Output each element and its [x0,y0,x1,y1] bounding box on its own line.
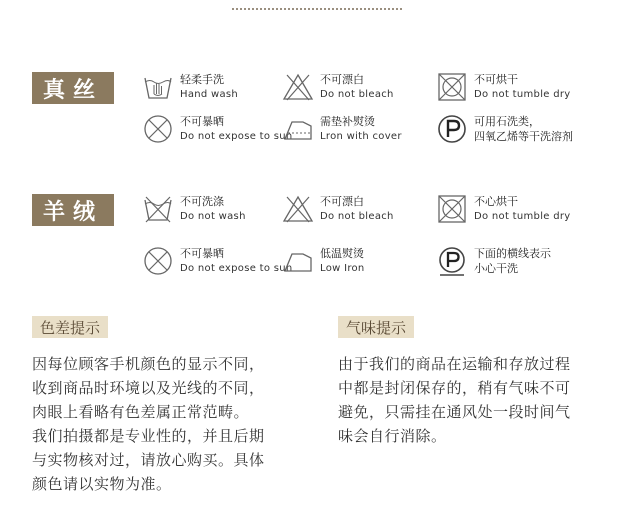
care-label-zh: 不可漂白 [320,73,364,86]
care-label-zh: 不可暴晒 [180,247,224,260]
care-label-zh: 不可漂白 [320,195,364,208]
care-label-en: Do not expose to sun [180,131,293,142]
care-label-en: Low Iron [320,263,365,274]
care-label-en: Hand wash [180,89,239,100]
care-item [436,246,551,276]
care-label-zh: 可用石洗类， [474,115,540,128]
color-note-text [32,352,265,496]
note-line: 收到商品时环境以及光线的不同， [32,379,265,397]
care-label-zh: 需垫补熨烫 [320,115,375,128]
care-label-zh: 不可洗涤 [180,195,224,208]
smell-note-tag: 气味提示 [338,316,414,338]
silk-badge: 真丝 [32,72,114,104]
note-line: 与实物核对过，请放心购买。具体 [32,451,265,469]
low-iron-icon [282,246,314,276]
color-note-tag: 色差提示 [32,316,108,338]
care-label-en: Do not bleach [320,89,394,100]
note-line: 因每位顾客手机颜色的显示不同， [32,355,265,373]
no-sun-icon [142,246,174,276]
note-line: 避免，只需挂在通风处一段时间气 [338,403,571,421]
care-label-en: Do not wash [180,211,246,222]
care-item [282,194,394,224]
care-label-zh: 低温熨烫 [320,247,364,260]
care-label-en: Do not tumble dry [474,211,571,222]
no-wash-icon [142,194,174,224]
smell-note-text [338,352,571,448]
no-sun-icon [142,114,174,144]
hand-wash-icon [142,72,174,102]
care-item [436,114,573,144]
care-label-zh: 不可暴晒 [180,115,224,128]
care-label-zh: 不心烘干 [474,195,518,208]
care-item [142,72,238,102]
care-label-zh-line2: 四氧乙烯等干洗溶剂 [474,130,573,143]
top-divider [232,8,402,10]
no-tumble-dry-icon [436,72,468,102]
care-item [142,114,293,144]
note-line: 我们拍摄都是专业性的，并且后期 [32,427,265,445]
note-line: 由于我们的商品在运输和存放过程 [338,355,571,373]
care-label-en: Do not expose to sun [180,263,293,274]
dry-clean-p-icon [436,114,468,144]
wool-badge: 羊绒 [32,194,114,226]
care-label-zh-line2: 小心干洗 [474,262,518,275]
no-tumble-dry-icon [436,194,468,224]
care-item [142,194,246,224]
no-bleach-icon [282,72,314,102]
note-line: 肉眼上看略有色差属正常范畴。 [32,403,250,421]
care-item [282,72,394,102]
care-item [436,72,571,102]
no-bleach-icon [282,194,314,224]
care-label-en: Do not tumble dry [474,89,571,100]
care-label-en: Lron with cover [320,131,402,142]
note-line: 颜色请以实物为准。 [32,475,172,493]
note-line: 味会自行消除。 [338,427,447,445]
care-item [436,194,571,224]
iron-with-cover-icon [282,114,314,144]
care-label-en: Do not bleach [320,211,394,222]
care-item [282,246,365,276]
care-item [142,246,293,276]
care-label-zh: 下面的横线表示 [474,247,551,260]
care-label-zh: 轻柔手洗 [180,73,224,86]
dry-clean-p-icon [436,246,468,276]
care-item [282,114,402,144]
care-label-zh: 不可烘干 [474,73,518,86]
note-line: 中都是封闭保存的，稍有气味不可 [338,379,571,397]
